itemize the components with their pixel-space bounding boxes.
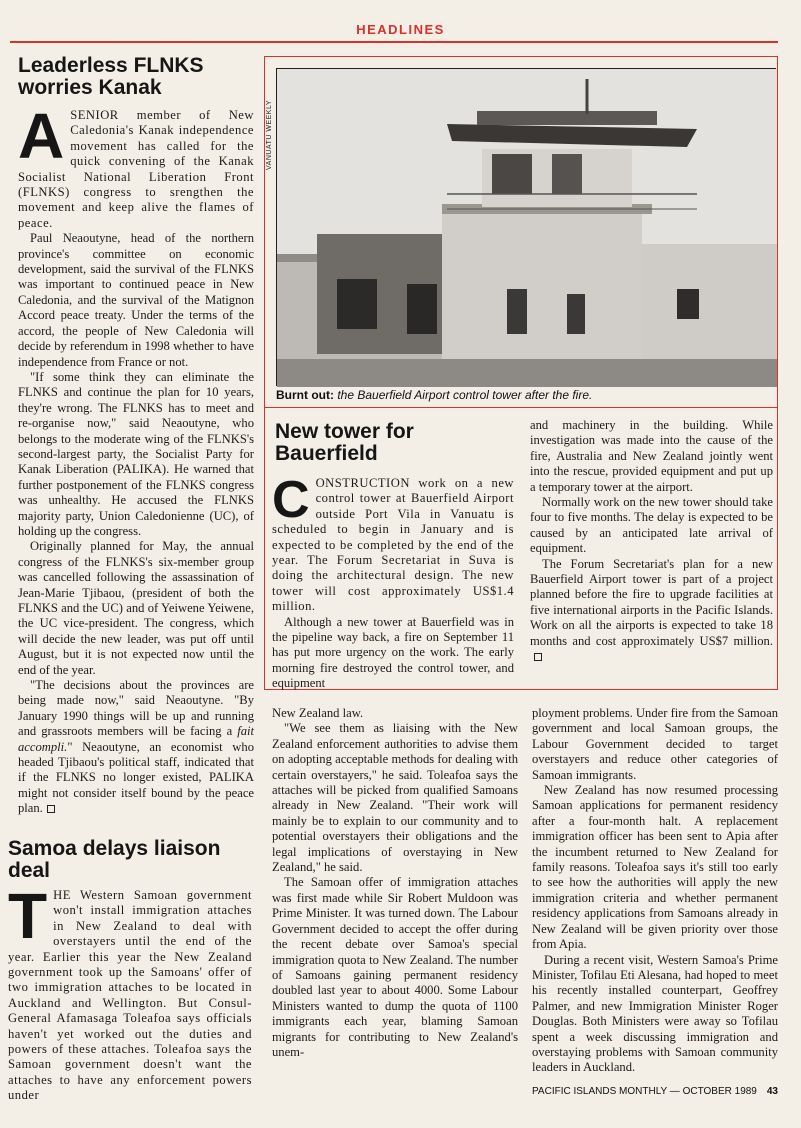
article1-paragraph: Paul Neaoutyne, head of the northern province's committee on economic development, said the survival of the FLNKS was important to continued peace in New Caledonia, and the survival of the Matignon Accord peace treaty. Under the terms of the accord, the people of New Caledonia will decide by referendum in 1998 whether to have independence from France or not.	[18, 231, 254, 369]
article1-paragraph: "The decisions about the provinces are being made now," said Neaoutyne. "By January 1990 things will be up and running and grassroots members will be facing a fait accompli." Neaoutyne, an economist who headed Tjibaou's political staff, indicated that if the FLNKS no longer existed, PALIKA might not consider itself bound by the peace plan.	[18, 678, 254, 816]
photo-caption	[276, 388, 776, 402]
end-mark	[47, 805, 55, 813]
article2-dropcap: C	[272, 471, 310, 529]
article3-paragraph: The Samoan offer of immigration attaches was first made while Sir Robert Muldoon was Prime Minister. It was turned down. The Labour Government decided to accept the offer during the recent debate over Samoa's special immigration quota to New Zealand. The number of Samoans gaining permanent residency doubled last year to about 4000. Some Labour Ministers wanted to dump the quota of 1100 immigrants each year, blaming Samoan migrants for contributing to New Zealand's unem-	[272, 875, 518, 1059]
article3-paragraph: New Zealand has now resumed processing Samoan applications for permanent residency after a four-month halt. A replacement immigration officer has been sent to Apia after the incumbent returned to New Zealand for family reasons. Toleafoa says it's still too early to see how the authorities will apply the new immigration criteria and whether permanent residency applications from Samoans already in New Zealand will be given priority over those from Apia.	[532, 783, 778, 952]
article1-lead: SENIOR member of New Caledonia's Kanak independence movement has called for the quick convening of the Kanak Socialist National Liberation Front (FLNKS) congress to srengthen the movement and keep alive the flames of peace.	[18, 108, 254, 230]
article2-paragraph: The Forum Secretariat's plan for a new Bauerfield Airport tower is part of a project planned before the fire to upgrade facilities at five international airports in the Pacific Islands. Work on all the airports is expected to take 18 months and cost approximately US$7 million.	[530, 557, 773, 665]
article1-headline: Leaderless FLNKS worries Kanak	[18, 54, 204, 99]
article1-body	[18, 100, 254, 818]
article3-col2	[272, 706, 518, 1084]
article2-paragraph: Although a new tower at Bauerfield was in the pipeline way back, a fire on September 11 has put more urgency on the work. The early morning fire destroyed the control tower, and equipment	[272, 614, 514, 691]
section-label: HEADLINES	[356, 22, 445, 37]
article2-headline: New tower for Bauerfield	[275, 420, 414, 465]
article3-dropcap: T	[8, 880, 48, 952]
article3-paragraph: ployment problems. Under fire from the Samoan government and local Samoan groups, the Labour Government decided to target overstayers and reduce other categories of Samoan immigrants.	[532, 706, 778, 782]
article3-lead: HE Western Samoan government won't install immigration attaches in New Zealand to deal with overstayers until the end of the year. Earlier this year the New Zealand government took up the Samoans' offer of two immigration attaches to be located in Auckland and Wellington. But Consul-General Afamasaga Toleafoa says officials haven't yet worked out the duties and powers of these attaches. Toleafoa says the Samoan government doesn't want the attaches to have any enforcement powers under	[8, 888, 252, 1103]
article2-paragraph: Normally work on the new tower should take four to five months. The delay is expected to be caused by an anticipated late arrival of equipment.	[530, 495, 773, 556]
caption-label: Burnt out:	[276, 388, 334, 402]
photo-credit: VANUATU WEEKLY	[266, 99, 273, 170]
control-tower-photo	[276, 68, 776, 386]
caption-text: the Bauerfield Airport control tower after the fire.	[337, 388, 593, 402]
header-rule	[10, 41, 778, 43]
page-footer	[478, 1086, 778, 1097]
article3-headline: Samoa delays liaison deal	[8, 837, 221, 882]
article3-col1	[8, 880, 252, 1103]
article3-paragraph: "We see them as liaising with the New Zealand enforcement authorities to advise them on adopting acceptable methods for dealing with certain overstayers," he said. Toleafoa says the attaches will be picked from qualified Samoans already in New Zealand. "Their work will mainly be to explain to our community and to potential overstayers their obligations and the legal implications of overstaying in New Zealand," he said.	[272, 721, 518, 875]
article2-col1	[272, 471, 514, 691]
page-number: 43	[766, 1086, 778, 1097]
publication-line: PACIFIC ISLANDS MONTHLY — OCTOBER 1989	[532, 1086, 757, 1097]
article3-paragraph: During a recent visit, Western Samoa's Prime Minister, Tofilau Eti Alesana, had hoped to meet his recently installed counterpart, Geoffrey Palmer, and new Immigration Minister Roger Douglas. Both Ministers were away so Tofilau spent a week discussing immigration and overstaying problems with Samoan community leaders in Auckland.	[532, 952, 778, 1075]
end-mark	[534, 653, 542, 661]
article2-lead: ONSTRUCTION work on a new control tower at Bauerfield Airport outside Port Vila in Vanuatu is scheduled to begin in January and is expected to be completed by the end of the year. The Forum Secretariat in Suva is doing the architectural design. The new tower will cost approximately US$1.4 million.	[272, 476, 514, 614]
article1-paragraph: "If some think they can eliminate the FLNKS and continue the plan for 10 years, they're wrong. The FLNKS has to meet and re-organise now," said Neaoutyne, who belongs to the moderate wing of the FLNKS's second-largest party, the Socialist Party for Kanak Liberation (PALIKA). He warned that further postponement of the FLNKS congress was unhealthy. He accused the FLNKS majority party, Union Caledonienne (UC), of holding up the congress.	[18, 369, 254, 538]
article2-paragraph: and machinery in the building. While investigation was made into the cause of the fire, Australia and New Zealand jointly went into the rescue, provided equipment and put up a temporary tower at the airport.	[530, 418, 773, 494]
article1-paragraph: Originally planned for May, the annual congress of the FLNKS's six-member group was cancelled following the assassination of Jean-Marie Tjibaou, (president of both the FLNKS and the UC) and of Yeiwene Yeiwene, the UC vice-president. The congress, which will decide the new leader, was put off until August, but it is not expected now until the end of the year.	[18, 539, 254, 677]
article3-paragraph: New Zealand law.	[272, 706, 364, 720]
article1-dropcap: A	[18, 100, 65, 172]
article2-col2	[530, 418, 773, 688]
article3-col3	[532, 706, 778, 1084]
